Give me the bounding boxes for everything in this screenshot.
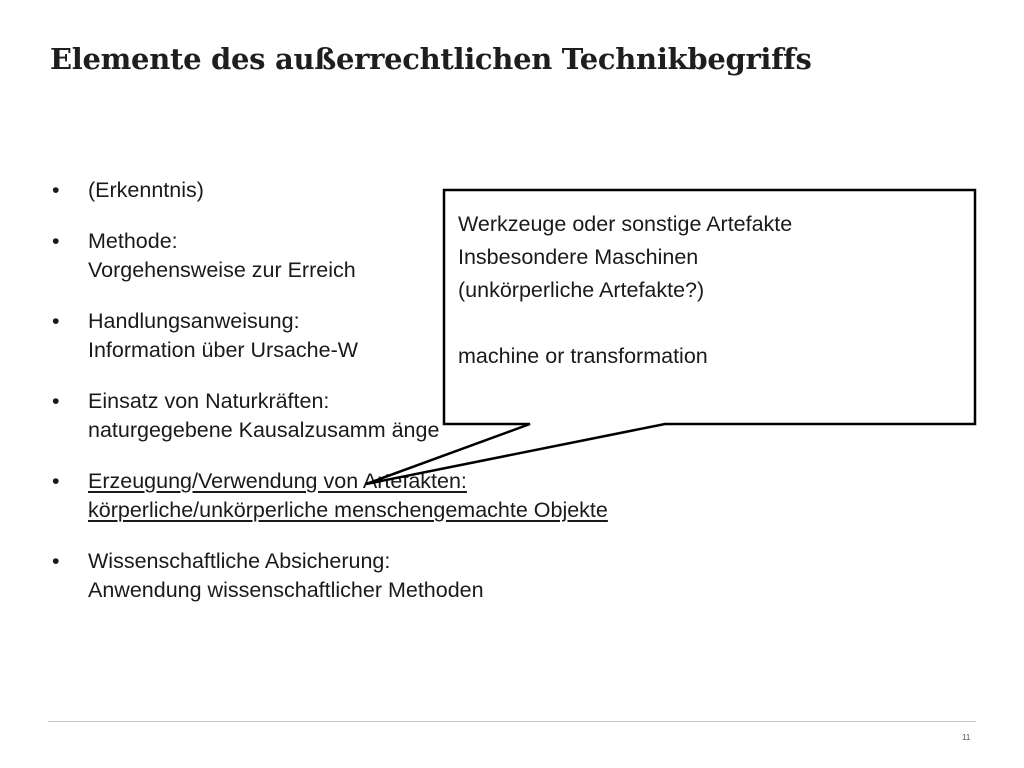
bullet-description: naturgegebene Kausalzusamm änge: [88, 418, 440, 442]
callout-line: Werkzeuge oder sonstige Artefakte: [458, 212, 793, 236]
callout-spacer: [458, 307, 968, 340]
bullet-heading: Einsatz von Naturkräften:: [88, 389, 330, 413]
bullet-dot-icon: •: [52, 229, 60, 253]
bullet-dot-icon: •: [52, 309, 60, 333]
callout-line: machine or transformation: [458, 344, 708, 368]
footer-divider: [48, 721, 976, 722]
callout-text: [458, 208, 968, 373]
bullet-description: körperliche/unkörperliche menschengemachte Objekte: [88, 498, 608, 522]
bullet-description: Anwendung wissenschaftlicher Methoden: [88, 578, 484, 602]
page-number: 11: [962, 733, 971, 742]
bullet-heading: (Erkenntnis): [88, 178, 204, 202]
bullet-dot-icon: •: [52, 549, 60, 573]
bullet-dot-icon: •: [52, 389, 60, 413]
callout-line: (unkörperliche Artefakte?): [458, 278, 705, 302]
bullet-heading: Wissenschaftliche Absicherung:: [88, 549, 391, 573]
bullet-heading: Handlungsanweisung:: [88, 309, 300, 333]
bullet-heading: Erzeugung/Verwendung von Artefakten:: [88, 469, 467, 493]
bullet-heading: Methode:: [88, 229, 178, 253]
bullet-description: Information über Ursache-W: [88, 338, 359, 362]
bullet-description: Vorgehensweise zur Erreich: [88, 258, 356, 282]
slide-title: Elemente des außerrechtlichen Technikbegriffs: [50, 42, 812, 76]
bullet-dot-icon: •: [52, 469, 60, 493]
bullet-dot-icon: •: [52, 178, 60, 202]
callout-line: Insbesondere Maschinen: [458, 245, 699, 269]
